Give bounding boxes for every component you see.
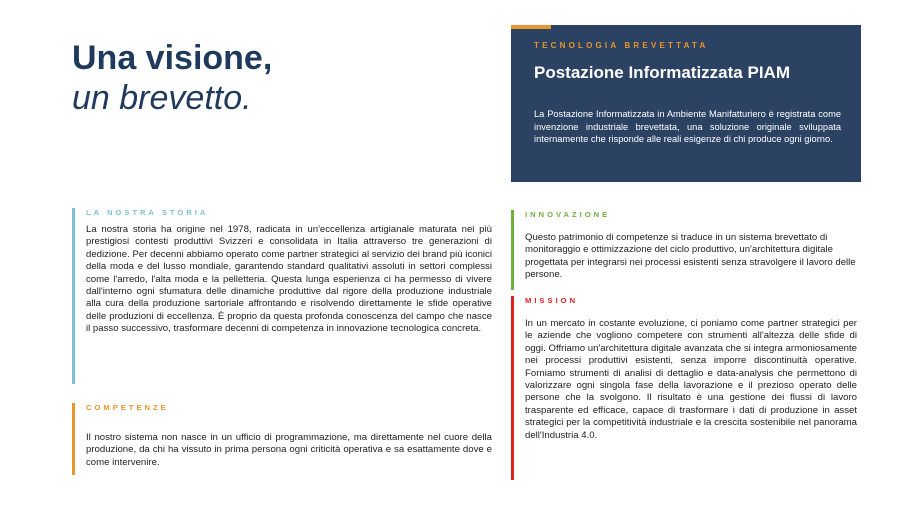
- storia-body: La nostra storia ha origine nel 1978, radicata in un'eccellenza artigianale maturata nei più prestigiosi contesti produttivi Svizzeri e consolidata in Italia attraverso tre generazioni di dedizione. Per decenni abbiamo operato come partner strategici al servizio dei brand più iconici della moda e del lusso mondiale, garantendo standard qualitativi assoluti in settori complessi come l'arredo, l'alta moda e la pelletteria. Questa lunga esperienza ci ha permesso di vivere dall'interno ogni sfumatura delle dinamiche produttive dal rigore della produzione industriale alla cura della produzione sartoriale affrontando e risolvendo direttamente le sfide operative delle produzioni di eccellenza. È proprio da questa profonda conoscenza del campo che nasce il passo successivo, trasformare decenni di competenza in innovazione tecnologica concreta.: [86, 224, 492, 335]
- competenze-body: Il nostro sistema non nasce in un ufficio di programmazione, ma direttamente nel cuore della produzione, da chi ha vissuto in prima persona ogni criticità operativa e sa esattamente dove e come intervenire.: [86, 432, 492, 468]
- innovazione-kicker: INNOVAZIONE: [525, 210, 611, 219]
- headline: [72, 38, 272, 118]
- storia-accent-bar: [72, 208, 75, 384]
- section-storia: [72, 208, 492, 384]
- patent-card: [511, 25, 861, 182]
- patent-description: La Postazione Informatizzata in Ambiente Manifatturiero è registrata come invenzione industriale brevettata, una soluzione originale sviluppata internamente che risponde alle reali esigenze di chi produce ogni giorno.: [534, 109, 841, 145]
- competenze-kicker: COMPETENZE: [86, 403, 169, 412]
- mission-kicker: MISSION: [525, 296, 579, 305]
- mission-body: In un mercato in costante evoluzione, ci poniamo come partner strategici per le aziende che vogliono competere con strumenti all'altezza delle sfide di oggi. Offriamo un'architettura digitale avanzata che si integra armoniosamente nei processi produttivi esistenti, senza imporre discontinuità operative. Forniamo strumenti di analisi di dettaglio e data-analysis che permettono di valorizzare ogni singola fase della lavorazione e il prezioso operato delle persone che la svolgono. Il risultato è una gestione dei flussi di lavoro trasparente ed efficace, capace di trasformare i dati di produzione in asset strategici per la competitività industriale e la crescita sostenibile nel panorama dell'Industria 4.0.: [525, 318, 857, 441]
- headline-line2: un brevetto.: [72, 79, 252, 117]
- innovazione-body: Questo patrimonio di competenze si traduce in un sistema brevettato di monitoraggio e ottimizzazione del ciclo produttivo, un'architettura digitale progettata per integrarsi nei processi esistenti senza stravolgere il lavoro delle persone.: [525, 232, 856, 281]
- patent-title: Postazione Informatizzata PIAM: [534, 63, 790, 82]
- patent-accent-bar: [511, 25, 551, 29]
- section-mission: [511, 296, 861, 480]
- section-innovazione: [511, 210, 861, 290]
- patent-kicker: TECNOLOGIA BREVETTATA: [534, 41, 709, 50]
- storia-kicker: LA NOSTRA STORIA: [86, 208, 209, 217]
- headline-line1: Una visione,: [72, 39, 273, 77]
- innovazione-accent-bar: [511, 210, 514, 290]
- mission-accent-bar: [511, 296, 514, 480]
- competenze-accent-bar: [72, 403, 75, 475]
- section-competenze: [72, 403, 492, 475]
